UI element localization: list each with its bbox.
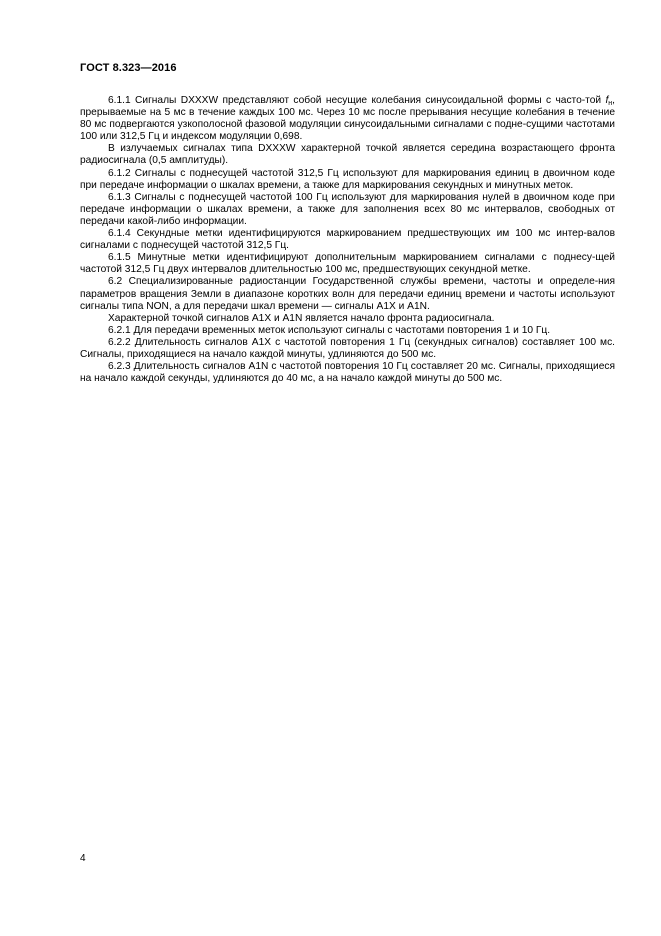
paragraph-dxxxw-reference-point: В излучаемых сигналах типа DXXXW характерной точкой является середина возрастающего фронта радиосигнала (0,5 амплитуды). bbox=[80, 143, 615, 167]
paragraph-6-1-4: 6.1.4 Секундные метки идентифицируются маркированием предшествующих им 100 мс интер-валов сигналами с поднесущей частотой 312,5 Гц. bbox=[80, 228, 615, 252]
paragraph-a1x-a1n-reference-point: Характерной точкой сигналов A1X и A1N является начало фронта радиосигнала. bbox=[108, 312, 495, 324]
document-header: ГОСТ 8.323—2016 bbox=[80, 62, 177, 74]
frequency-subscript: н bbox=[608, 100, 613, 107]
paragraph-6-2-1: 6.2.1 Для передачи временных меток используют сигналы с частотами повторения 1 и 10 Гц. bbox=[108, 324, 551, 336]
paragraph-6-1-1-text-a: 6.1.1 Сигналы DXXXW представляют собой несущие колебания синусоидальной формы с часто-той bbox=[108, 95, 606, 106]
document-body bbox=[80, 95, 615, 385]
paragraph-6-1-1-text-b: , прерываемые на 5 мс в течение каждых 100 мс. Через 10 мс после прерывания несущие колебания в течение 80 мс подвергаются узкополосной фазовой модуляции синусоидальными сигналами с подне-сущими частотами 100 или 312,5 Гц и индексом модуляции 0,698. bbox=[80, 95, 615, 143]
paragraph-6-2: 6.2 Специализированные радиостанции Государственной службы времени, частоты и определе-ния параметров вращения Земли в диапазоне коротких волн для передачи единиц времени и частоты используют сигналы типа NON, а для передачи шкал времени — сигналы A1X и A1N. bbox=[80, 276, 615, 312]
paragraph-6-2-2: 6.2.2 Длительность сигналов A1X с частотой повторения 1 Гц (секундных сигналов) составляет 100 мс. Сигналы, приходящиеся на начало каждой минуты, удлиняются до 500 мс. bbox=[80, 336, 615, 360]
paragraph-6-1-3: 6.1.3 Сигналы с поднесущей частотой 100 Гц используют для маркирования нулей в двоичном коде при передаче информации о шкалах времени, а также для заполнения всех 80 мс интервалов, свободных от передачи какой-либо информации. bbox=[80, 191, 615, 227]
paragraph-6-1-1 bbox=[80, 95, 615, 143]
paragraph-6-1-5: 6.1.5 Минутные метки идентифицируют дополнительным маркированием сигналами с поднесу-щей частотой 312,5 Гц двух интервалов длительностью 100 мс, предшествующих секундной метке. bbox=[80, 252, 615, 276]
paragraph-6-1-2: 6.1.2 Сигналы с поднесущей частотой 312,5 Гц используют для маркирования единиц в двоичном коде при передаче информации о шкалах времени, а также для маркирования секундных и минутных меток. bbox=[80, 167, 615, 191]
page-number: 4 bbox=[80, 853, 86, 864]
paragraph-6-2-3: 6.2.3 Длительность сигналов A1N с частотой повторения 10 Гц составляет 20 мс. Сигналы, приходящиеся на начало каждой секунды, удлиняются до 40 мс, а на начало каждой минуты до 500 мс. bbox=[80, 361, 615, 385]
frequency-symbol: f bbox=[605, 95, 609, 106]
